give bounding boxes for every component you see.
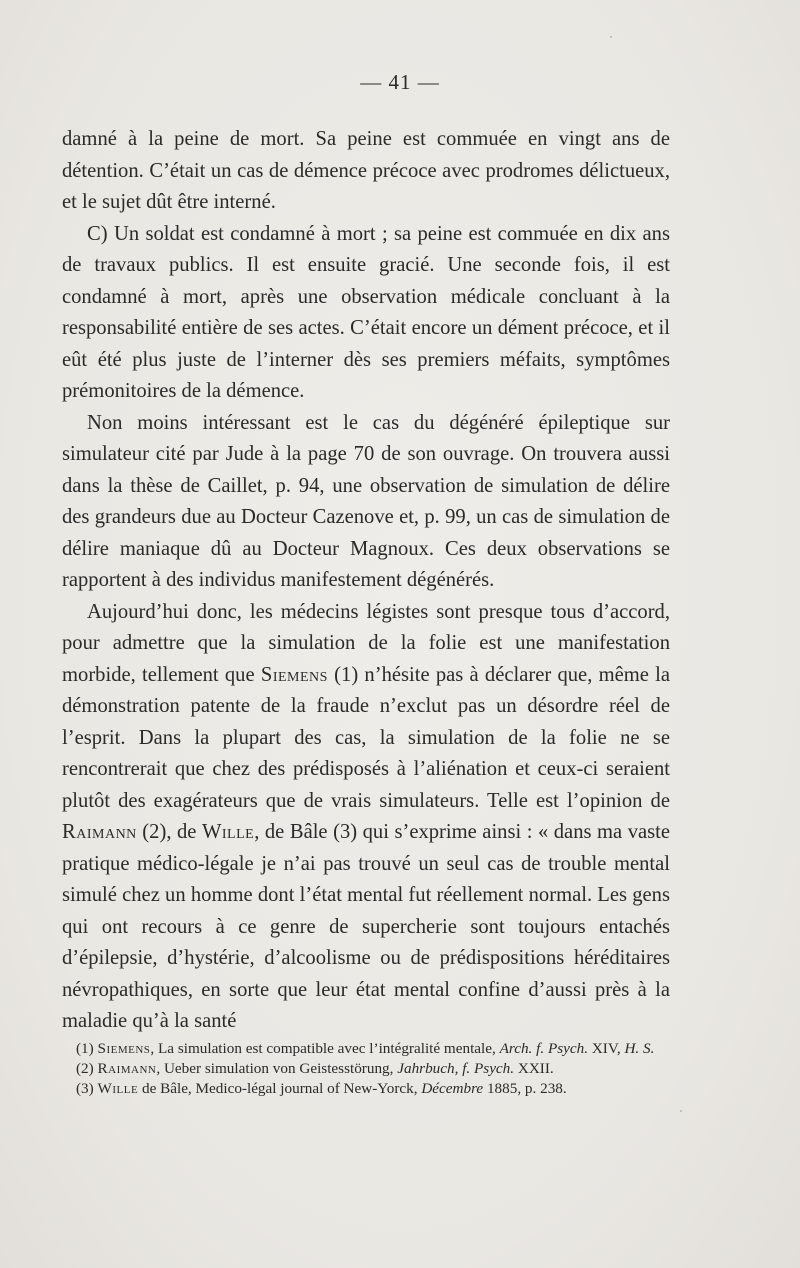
paragraph: Non moins intéressant est le cas du dégénéré épileptique sur simulateur cité par Jude à la page 70 de son ouvrage. On trouvera aussi dans la thèse de Caillet, p. 94, une observation de simulation de délire des grandeurs due au Docteur Cazenove et, p. 99, un cas de simulation de délire maniaque dû au Docteur Magnoux. Ces deux observations se rapportent à des individus manifestement dégénérés. (62, 411, 670, 591)
footnote (62, 1060, 670, 1079)
footnote (62, 1040, 670, 1059)
footnote-source: Décembre (421, 1079, 484, 1097)
footnote-author: Siemens (97, 1040, 151, 1057)
text-run: Aujourd’hui donc, les médecins légistes sont presque tous d’accord, pour admettre que la simulation de la folie est une manifestation morbide, tellement que (62, 600, 670, 686)
footnote-text: de Bâle, Medico-légal journal of New-Yorck, (138, 1079, 422, 1097)
footnote-source: Arch. f. Psych. (499, 1040, 589, 1057)
footnote-number: (3) (76, 1079, 98, 1097)
footnotes (62, 1040, 670, 1099)
footnote-text: XIV, (588, 1040, 625, 1057)
text-run: (1) n’hésite pas à déclarer que, même la démonstration patente de la fraude n’exclut pas un désordre réel de l’esprit. Dans la plupart des cas, la simulation de la folie ne se rencontrerait que chez des prédisposés à l’aliénation et ceux-ci seraient plutôt des exagérateurs que de vrais simulateurs. Telle est l’opinion de (62, 663, 670, 812)
footnote-number: (1) (76, 1040, 98, 1057)
footnote-text: , La simulation est compatible avec l’intégralité mentale, (150, 1040, 500, 1057)
footnote-author: Raimann (97, 1059, 157, 1077)
page-number: — 41 — (360, 70, 440, 94)
body-text (62, 124, 670, 1038)
footnote-number: (2) (76, 1059, 98, 1077)
author-name: Wille (201, 821, 255, 843)
footnote (62, 1080, 670, 1099)
text-run: (2), de (136, 821, 202, 843)
paragraph: C) Un soldat est condamné à mort ; sa peine est commuée en dix ans de travaux publics. Il est ensuite gracié. Une seconde fois, il est condamné à mort, après une observation médicale concluant à la responsabilité entière de ses actes. C’était encore un dément précoce, et il eût été plus juste de l’interner dès ses premiers méfaits, symptômes prémonitoires de la démence. (62, 222, 670, 402)
footnote-source: H. S. (624, 1040, 655, 1057)
footnote-source: Jahrbuch, f. Psych. (397, 1059, 515, 1077)
author-name: Raimann (62, 821, 137, 843)
author-name: Siemens (260, 663, 328, 686)
paragraph (62, 597, 670, 1038)
paper-speck (680, 1110, 682, 1112)
paragraph: damné à la peine de mort. Sa peine est commuée en vingt ans de détention. C’était un cas de démence précoce avec prodromes délictueux, et le sujet dût être interné. (62, 128, 670, 213)
footnote-text: XXII. (514, 1059, 554, 1077)
footnote-author: Wille (97, 1079, 139, 1097)
footnote-text: , Ueber simulation von Geistesstörung, (156, 1059, 398, 1077)
footnote-text: 1885, p. 238. (483, 1079, 567, 1097)
text-run: , de Bâle (3) qui s’exprime ainsi : « dans ma vaste pratique médico-légale je n’ai pas trouvé un seul cas de trouble mental simulé chez un homme dont l’état mental fut réellement normal. Les gens qui ont recours à ce genre de supercherie sont toujours entachés d’épilepsie, d’hystérie, d’alcoolisme ou de prédispositions héréditaires névropathiques, en sorte que leur état mental confine d’aussi près à la maladie qu’à la santé (62, 821, 671, 1032)
paper-speck (610, 36, 612, 38)
